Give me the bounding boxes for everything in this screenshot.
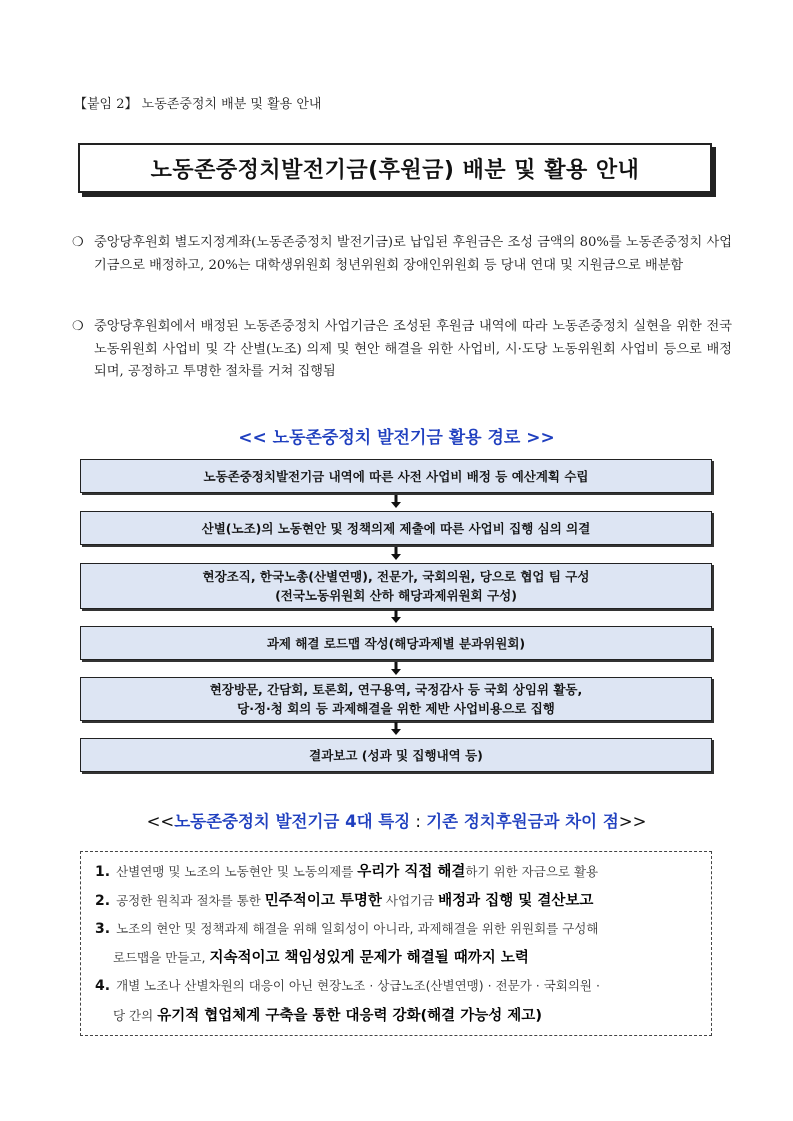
features-heading-tail: 기존 정치후원금과 차이 점 — [426, 812, 619, 831]
feature-item-1 — [95, 860, 705, 881]
down-arrow-icon — [389, 547, 403, 561]
feature-item-4-cont — [95, 1004, 705, 1025]
features-heading-sep: : — [410, 812, 427, 831]
feature-item-2 — [95, 889, 705, 910]
feature-text: 공정한 원칙과 절차를 통한 — [116, 893, 265, 908]
flow-step-text: 산별(노조)의 노동현안 및 정책의제 제출에 따른 사업비 집행 심의 의결 — [201, 520, 591, 536]
down-arrow-icon — [389, 610, 403, 624]
flow-step-text: (전국노동위원회 산하 해당과제위원회 구성) — [275, 588, 517, 603]
feature-emphasis: 배정과 집행 및 결산보고 — [438, 893, 594, 909]
flow-step-text: 노동존중정치발전기금 내역에 따른 사전 사업비 배정 등 예산계획 수립 — [203, 468, 589, 484]
feature-text: 당 간의 — [113, 1008, 158, 1023]
feature-emphasis: 민주적이고 투명한 — [264, 893, 382, 909]
flow-step-4 — [80, 626, 712, 660]
feature-number: 3. — [95, 921, 111, 937]
circle-bullet-icon: ❍ — [72, 319, 84, 334]
feature-text: 로드맵을 만들고, — [113, 950, 210, 965]
feature-text: 사업기금 — [381, 893, 439, 908]
flow-step-text: 현장조직, 한국노총(산별연맹), 전문가, 국회의원, 당으로 협업 팀 구성 — [202, 569, 590, 584]
attachment-label: 【붙임 2】 노동존중정치 배분 및 활용 안내 — [74, 97, 322, 112]
bullet-text: 중앙당후원회 별도지정계좌(노동존중정치 발전기금)로 납입된 후원금은 조성 금액의 80%를 노동존중정치 사업기금으로 배정하고, 20%는 대학생위원회 청년위원회 장애인위원회 등 당내 연대 및 지원금으로 배분함 — [94, 235, 732, 273]
feature-item-3-cont — [95, 946, 705, 967]
feature-emphasis: 우리가 직접 해결 — [357, 864, 466, 880]
feature-number: 2. — [95, 893, 111, 909]
circle-bullet-icon: ❍ — [72, 235, 84, 250]
feature-number: 4. — [95, 978, 111, 994]
features-heading-main: 노동존중정치 발전기금 4대 특징 — [174, 812, 411, 831]
features-heading-prefix: << — [146, 812, 175, 831]
features-box — [80, 851, 712, 1036]
feature-text: 하기 위한 자금으로 활용 — [465, 864, 599, 879]
flow-step-text: 현장방문, 간담회, 토론회, 연구용역, 국정감사 등 국회 상임위 활동, — [209, 682, 583, 697]
feature-text: 개별 노조나 산별차원의 대응이 아닌 현장노조 · 상급노조(산별연맹) · 전문가 · 국회의원 · — [116, 978, 600, 993]
page-title: 노동존중정치발전기금(후원금) 배분 및 활용 안내 — [150, 157, 640, 183]
bullet-item — [72, 232, 732, 277]
feature-text: 노조의 현안 및 정책과제 해결을 위해 일회성이 아니라, 과제해결을 위한 위원회를 구성해 — [116, 921, 599, 936]
down-arrow-icon — [389, 722, 403, 736]
flow-step-5 — [80, 677, 712, 721]
feature-item-3 — [95, 919, 705, 937]
down-arrow-icon — [389, 495, 403, 509]
features-heading — [0, 808, 793, 832]
feature-text: 산별연맹 및 노조의 노동현안 및 노동의제를 — [116, 864, 358, 879]
flow-step-2 — [80, 511, 712, 545]
feature-emphasis: 유기적 협업체계 구축을 통한 대응력 강화(해결 가능성 제고) — [157, 1008, 542, 1024]
title-box — [78, 143, 712, 193]
features-heading-suffix: >> — [618, 812, 647, 831]
feature-number: 1. — [95, 864, 111, 880]
bullet-item — [72, 316, 732, 384]
flow-step-6 — [80, 738, 712, 772]
feature-emphasis: 지속적이고 책임성있게 문제가 해결될 때까지 노력 — [209, 950, 529, 966]
flow-step-text: 결과보고 (성과 및 집행내역 등) — [309, 747, 483, 763]
flow-step-text: 과제 해결 로드맵 작성(해당과제별 분과위원회) — [266, 635, 526, 651]
flow-heading: << 노동존중정치 발전기금 활용 경로 >> — [238, 428, 555, 448]
down-arrow-icon — [389, 662, 403, 676]
flow-step-3 — [80, 563, 712, 609]
bullet-text: 중앙당후원회에서 배정된 노동존중정치 사업기금은 조성된 후원금 내역에 따라 노동존중정치 실현을 위한 전국노동위원회 사업비 및 각 산별(노조) 의제 및 현안 해결을 위한 사업비, 시·도당 노동위원회 사업비 등으로 배정되며, 공정하고 투명한 절차를 거쳐 집행됨 — [94, 319, 732, 379]
flow-step-1 — [80, 459, 712, 493]
flow-step-text: 당·정·청 회의 등 과제해결을 위한 제반 사업비용으로 집행 — [237, 701, 555, 716]
feature-item-4 — [95, 976, 705, 994]
